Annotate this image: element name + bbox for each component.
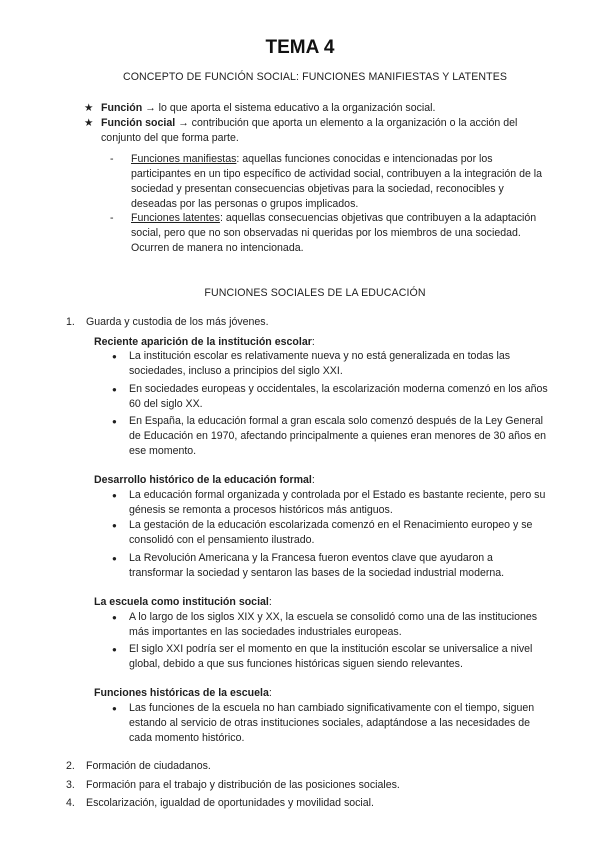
bullet-text: La educación formal organizada y controlada por el Estado es bastante reciente, pero su génesis se remonta a procesos históricos más antiguos. — [129, 489, 546, 516]
bullet-item — [112, 488, 550, 518]
list-item — [66, 759, 546, 774]
list-text: Formación de ciudadanos. — [86, 760, 211, 772]
definition-term: Función — [101, 102, 143, 114]
list-number: 2. — [66, 760, 75, 772]
section-heading-text: Reciente aparición de la institución escolar — [94, 336, 312, 348]
definition-text: → lo que aporta el sistema educativo a la organización social. — [142, 102, 436, 114]
list-item — [66, 315, 546, 330]
bullet-item — [112, 414, 550, 459]
bullet-item — [112, 551, 550, 581]
list-text: Formación para el trabajo y distribución de las posiciones sociales. — [86, 779, 400, 791]
subdefinition-item — [110, 211, 550, 256]
section-heading-text: La escuela como institución social — [94, 596, 269, 608]
section-heading — [94, 595, 554, 610]
bullet-text: El siglo XXI podría ser el momento en que la institución escolar se universalice a nivel global, debido a que sus funciones históricas siguen siendo relevantes. — [129, 643, 533, 670]
bullet-item — [112, 642, 550, 672]
section-heading-colon: : — [311, 336, 315, 348]
bullet-text: La Revolución Americana y la Francesa fueron eventos clave que ayudaron a transformar la sociedad y sentaron las bases de la sociedad industrial moderna. — [129, 552, 505, 579]
star-icon: ★ — [84, 117, 94, 129]
concept-heading: CONCEPTO DE FUNCIÓN SOCIAL: FUNCIONES MANIFIESTAS Y LATENTES — [122, 71, 508, 83]
section-heading — [94, 686, 554, 701]
subdefinition-item — [110, 152, 550, 212]
section-heading-text: Desarrollo histórico de la educación formal — [94, 474, 312, 486]
definition-item — [84, 116, 554, 146]
section-heading-colon: : — [268, 687, 272, 699]
list-item — [66, 778, 546, 793]
bullet-text: A lo largo de los siglos XIX y XX, la escuela se consolidó como una de las instituciones más importantes en las sociedades industriales europeas. — [129, 611, 538, 638]
bullet-text: En sociedades europeas y occidentales, la escolarización moderna comenzó en los años 60 del siglo XX. — [129, 383, 548, 410]
list-number: 4. — [66, 797, 75, 809]
section-heading — [94, 335, 554, 350]
bullet-marker: ● — [112, 704, 117, 713]
list-item — [66, 796, 546, 811]
star-icon: ★ — [84, 102, 94, 114]
subdefinition-term: Funciones latentes — [131, 212, 220, 224]
bullet-marker: ● — [112, 613, 117, 622]
section-heading-colon: : — [311, 474, 315, 486]
bullet-text: En España, la educación formal a gran escala solo comenzó después de la Ley General de Educación en 1970, afectando principalmente a quienes eran menores de 30 años en ese momento. — [129, 415, 546, 457]
bullet-item — [112, 610, 550, 640]
list-number: 3. — [66, 779, 75, 791]
definition-text: → contribución que aporta un elemento a la organización o la acción del conjunto del que forma parte. — [101, 117, 518, 144]
list-text: Escolarización, igualdad de oportunidades y movilidad social. — [86, 797, 374, 809]
subdefinition-term: Funciones manifiestas — [131, 153, 237, 165]
subdefinition-text: : aquellas consecuencias objetivas que contribuyen a la adaptación social, pero que no son observadas ni queridas por los miembros de una sociedad. Ocurren de manera no intencionada. — [131, 212, 537, 254]
section-heading-colon: : — [268, 596, 272, 608]
subdefinition-text: : aquellas funciones conocidas e intencionadas por los participantes en un tipo específico de actividad social, contribuyen a la integración de la sociedad y presentan consecuencias objetivas para la sociedad, reconocibles y deseadas por las personas o grupos implicados. — [131, 153, 543, 210]
dash-marker: - — [110, 153, 114, 165]
functions-heading: FUNCIONES SOCIALES DE LA EDUCACIÓN — [204, 287, 426, 299]
bullet-item — [112, 518, 550, 548]
bullet-marker: ● — [112, 554, 117, 563]
page-title: TEMA 4 — [265, 37, 335, 58]
bullet-item — [112, 701, 550, 746]
section-heading — [94, 473, 554, 488]
bullet-text: La institución escolar es relativamente nueva y no está generalizada en todas las sociedades, incluso a principios del siglo XXI. — [129, 350, 511, 377]
bullet-marker: ● — [112, 491, 117, 500]
bullet-item — [112, 382, 550, 412]
list-text: Guarda y custodia de los más jóvenes. — [86, 316, 269, 328]
bullet-marker: ● — [112, 352, 117, 361]
bullet-item — [112, 349, 550, 379]
dash-marker: - — [110, 212, 114, 224]
definition-item — [84, 101, 554, 116]
bullet-marker: ● — [112, 385, 117, 394]
bullet-text: La gestación de la educación escolarizada comenzó en el Renacimiento europeo y se consolidó con el pensamiento ilustrado. — [129, 519, 533, 546]
bullet-marker: ● — [112, 521, 117, 530]
bullet-marker: ● — [112, 417, 117, 426]
bullet-text: Las funciones de la escuela no han cambiado significativamente con el tiempo, siguen estando al servicio de otras instituciones sociales, adaptándose a las necesidades de cada momento histórico. — [129, 702, 535, 744]
section-heading-text: Funciones históricas de la escuela — [94, 687, 269, 699]
definition-term: Función social — [101, 117, 176, 129]
list-number: 1. — [66, 316, 75, 328]
bullet-marker: ● — [112, 645, 117, 654]
